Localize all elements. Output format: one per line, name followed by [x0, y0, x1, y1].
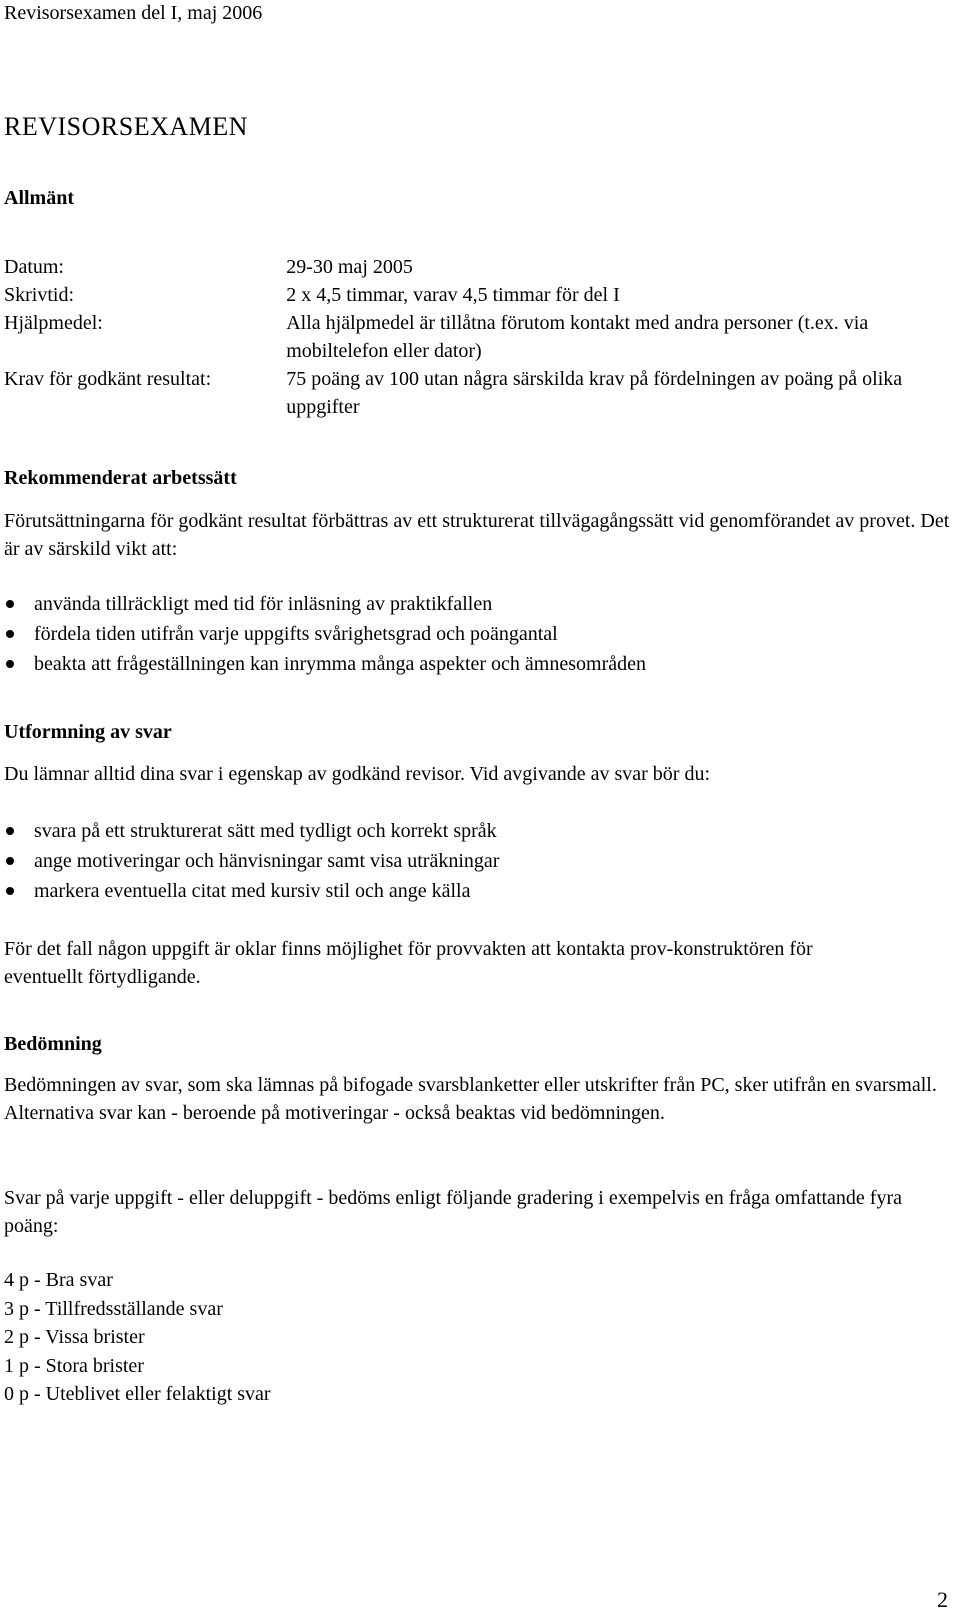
grade-item: 2 p - Vissa brister — [4, 1326, 145, 1348]
info-value: 75 poäng av 100 utan några särskilda krav på fördelningen av poäng på olika uppgifter — [286, 368, 903, 418]
info-row-krav — [4, 365, 960, 421]
list-item — [0, 876, 499, 906]
grade-item: 4 p - Bra svar — [4, 1269, 113, 1291]
list-item-text: använda tillräckligt med tid för inläsning av praktikfallen — [34, 593, 493, 615]
bullet-icon — [6, 660, 14, 668]
info-row-hjalpmedel — [4, 309, 960, 365]
bedomning-paragraph-1: Bedömningen av svar, som ska lämnas på bifogade svarsblanketter eller utskrifter från PC, sker utifrån en svarsmall. Alternativa svar kan - beroende på motiveringar - också beaktas vid bedömningen. — [4, 1074, 937, 1124]
section-heading-bedomning: Bedömning — [4, 1033, 102, 1055]
bullet-icon — [6, 827, 14, 835]
list-item — [0, 816, 499, 846]
section-heading-allmant: Allmänt — [4, 187, 74, 209]
info-value: 2 x 4,5 timmar, varav 4,5 timmar för del I — [286, 284, 620, 306]
list-item-text: fördela tiden utifrån varje uppgifts svårighetsgrad och poängantal — [34, 623, 558, 645]
list-item — [0, 846, 499, 876]
list-item-text: beakta att frågeställningen kan inrymma många aspekter och ämnesområden — [34, 653, 646, 675]
list-item — [0, 619, 646, 649]
running-header: Revisorsexamen del I, maj 2006 — [4, 2, 263, 24]
bullet-icon — [6, 887, 14, 895]
grade-item: 0 p - Uteblivet eller felaktigt svar — [4, 1383, 271, 1405]
info-label: Datum: — [4, 256, 64, 278]
grading-scale-list — [4, 1266, 271, 1409]
list-item-text: svara på ett strukturerat sätt med tydligt och korrekt språk — [34, 820, 497, 842]
grade-item: 1 p - Stora brister — [4, 1354, 144, 1377]
page-number: 2 — [937, 1587, 948, 1612]
bullet-icon — [6, 630, 14, 638]
section-heading-arbetssatt: Rekommenderat arbetssätt — [4, 467, 237, 489]
info-value: 29-30 maj 2005 — [286, 256, 413, 278]
section-heading-utformning: Utformning av svar — [4, 721, 172, 743]
list-item — [0, 649, 646, 679]
list-item-text: markera eventuella citat med kursiv stil och ange källa — [34, 880, 471, 902]
document-title: REVISORSEXAMEN — [4, 112, 248, 141]
utformning-intro: Du lämnar alltid dina svar i egenskap av godkänd revisor. Vid avgivande av svar bör du: — [4, 763, 711, 785]
info-label: Krav för godkänt resultat: — [4, 368, 212, 390]
list-item-text: ange motiveringar och hänvisningar samt visa uträkningar — [34, 850, 500, 872]
info-label: Hjälpmedel: — [4, 312, 103, 334]
info-row-datum — [4, 253, 960, 281]
utformning-bullet-list — [0, 816, 499, 906]
list-item — [0, 589, 646, 619]
bullet-icon — [6, 600, 14, 608]
info-value: Alla hjälpmedel är tillåtna förutom kontakt med andra personer (t.ex. via mobiltelefon eller dator) — [286, 312, 869, 362]
bullet-icon — [6, 857, 14, 865]
arbetssatt-bullet-list — [0, 589, 646, 679]
grade-item: 3 p - Tillfredsställande svar — [4, 1297, 223, 1320]
exam-info-table — [4, 253, 960, 421]
utformning-note: För det fall någon uppgift är oklar finns möjlighet för provvakten att kontakta prov-konstruktören för eventuellt förtydligande. — [4, 938, 813, 988]
bedomning-paragraph-2: Svar på varje uppgift - eller deluppgift - bedöms enligt följande gradering i exempelvis en fråga omfattande fyra poäng: — [4, 1187, 903, 1237]
info-label: Skrivtid: — [4, 284, 75, 306]
arbetssatt-intro: Förutsättningarna för godkänt resultat förbättras av ett strukturerat tillvägagångssätt vid genomförandet av provet. Det är av särskild vikt att: — [4, 510, 950, 560]
info-row-skrivtid — [4, 281, 960, 309]
